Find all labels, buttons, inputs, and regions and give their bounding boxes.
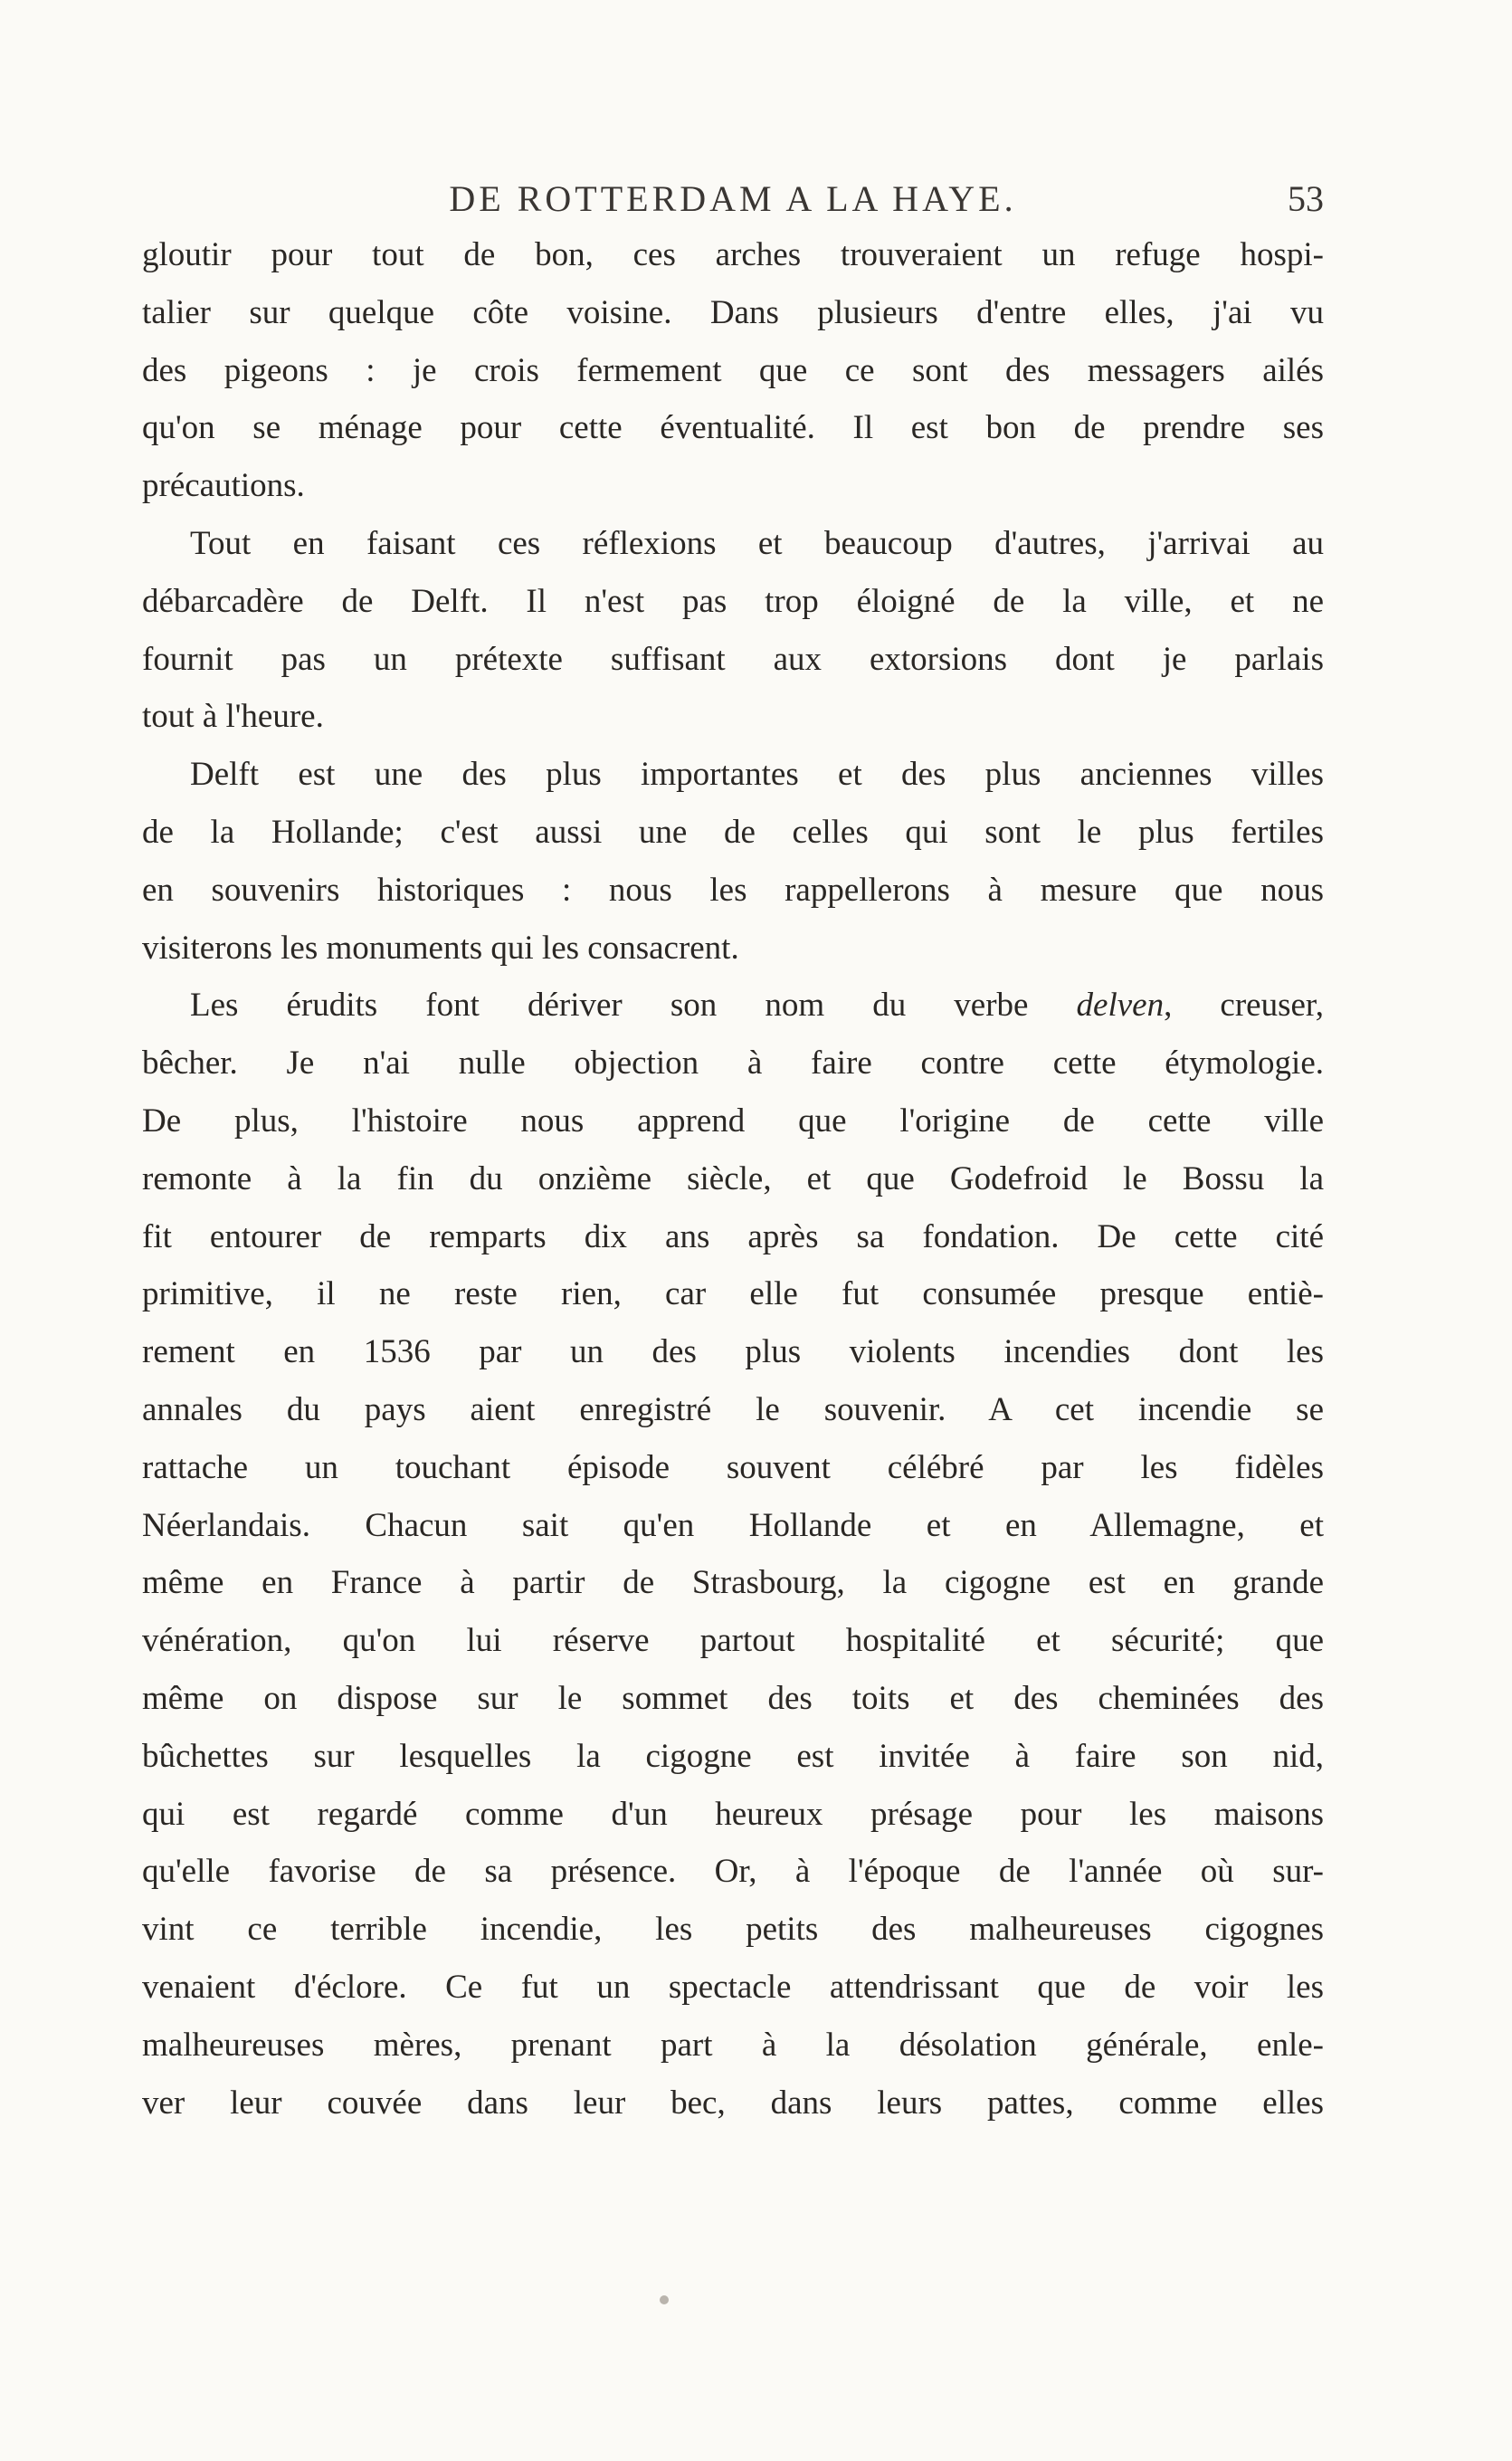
text-line: même en France à partir de Strasbourg, la cigogne est en grande [142, 1564, 1324, 1602]
text-line: qu'elle favorise de sa présence. Or, à l'époque de l'année où sur- [142, 1853, 1324, 1891]
text-line: remonte à la fin du onzième siècle, et que Godefroid le Bossu la [142, 1159, 1324, 1197]
text-line: vint ce terrible incendie, les petits des malheureuses cigognes [142, 1911, 1324, 1949]
line-text-tail: , creuser, [1164, 987, 1324, 1025]
text-line: bûchettes sur lesquelles la cigogne est invitée à faire son nid, [142, 1737, 1324, 1775]
text-line: Tout en faisant ces réflexions et beaucoup d'autres, j'arrivai au [190, 524, 1324, 562]
text-line: talier sur quelque côte voisine. Dans plusieurs d'entre elles, j'ai vu [142, 293, 1324, 331]
text-line: primitive, il ne reste rien, car elle fut consumée presque entiè- [142, 1275, 1324, 1313]
text-line: Delft est une des plus importantes et des plus anciennes villes [190, 756, 1324, 794]
text-line: malheureuses mères, prenant part à la désolation générale, enle- [142, 2026, 1324, 2064]
text-line: des pigeons : je crois fermement que ce sont des messagers ailés [142, 351, 1324, 389]
text-line: en souvenirs historiques : nous les rappellerons à mesure que nous [142, 871, 1324, 909]
text-line: De plus, l'histoire nous apprend que l'origine de cette ville [142, 1102, 1324, 1140]
text-line: fournit pas un prétexte suffisant aux extorsions dont je parlais [142, 640, 1324, 678]
running-title: DE ROTTERDAM A LA HAYE. [449, 178, 1017, 219]
text-line: rement en 1536 par un des plus violents incendies dont les [142, 1333, 1324, 1371]
text-line: bêcher. Je n'ai nulle objection à faire contre cette étymologie. [142, 1044, 1324, 1083]
text-line: débarcadère de Delft. Il n'est pas trop éloigné de la ville, et ne [142, 582, 1324, 620]
text-line [142, 977, 1324, 1035]
printer-mark [660, 2295, 669, 2304]
italic-word: delven [1076, 987, 1165, 1025]
text-line: qu'on se ménage pour cette éventualité. Il est bon de prendre ses [142, 409, 1324, 447]
text-line: gloutir pour tout de bon, ces arches trouveraient un refuge hospi- [142, 236, 1324, 273]
text-line: fit entourer de remparts dix ans après sa fondation. De cette cité [142, 1217, 1324, 1255]
page-number: 53 [1288, 178, 1324, 219]
text-line: même on dispose sur le sommet des toits et des cheminées des [142, 1679, 1324, 1717]
line-text: Les érudits font dériver son nom du verbe [190, 987, 1029, 1025]
text-line: rattache un touchant épisode souvent célébré par les fidèles [142, 1448, 1324, 1486]
text-line: visiterons les monuments qui les consacrent. [142, 929, 739, 967]
text-line: Néerlandais. Chacun sait qu'en Hollande et en Allemagne, et [142, 1506, 1324, 1544]
text-line: annales du pays aient enregistré le souvenir. A cet incendie se [142, 1390, 1324, 1428]
running-head [142, 177, 1324, 223]
text-line: qui est regardé comme d'un heureux présage pour les maisons [142, 1795, 1324, 1833]
text-line: de la Hollande; c'est aussi une de celles qui sont le plus fertiles [142, 813, 1324, 851]
body-text [142, 226, 1324, 2132]
text-line: ver leur couvée dans leur bec, dans leurs pattes, comme elles [142, 2084, 1324, 2122]
text-line: précautions. [142, 467, 305, 505]
text-line: tout à l'heure. [142, 698, 324, 736]
text-line: venaient d'éclore. Ce fut un spectacle attendrissant que de voir les [142, 1968, 1324, 2006]
text-line: vénération, qu'on lui réserve partout hospitalité et sécurité; que [142, 1622, 1324, 1660]
